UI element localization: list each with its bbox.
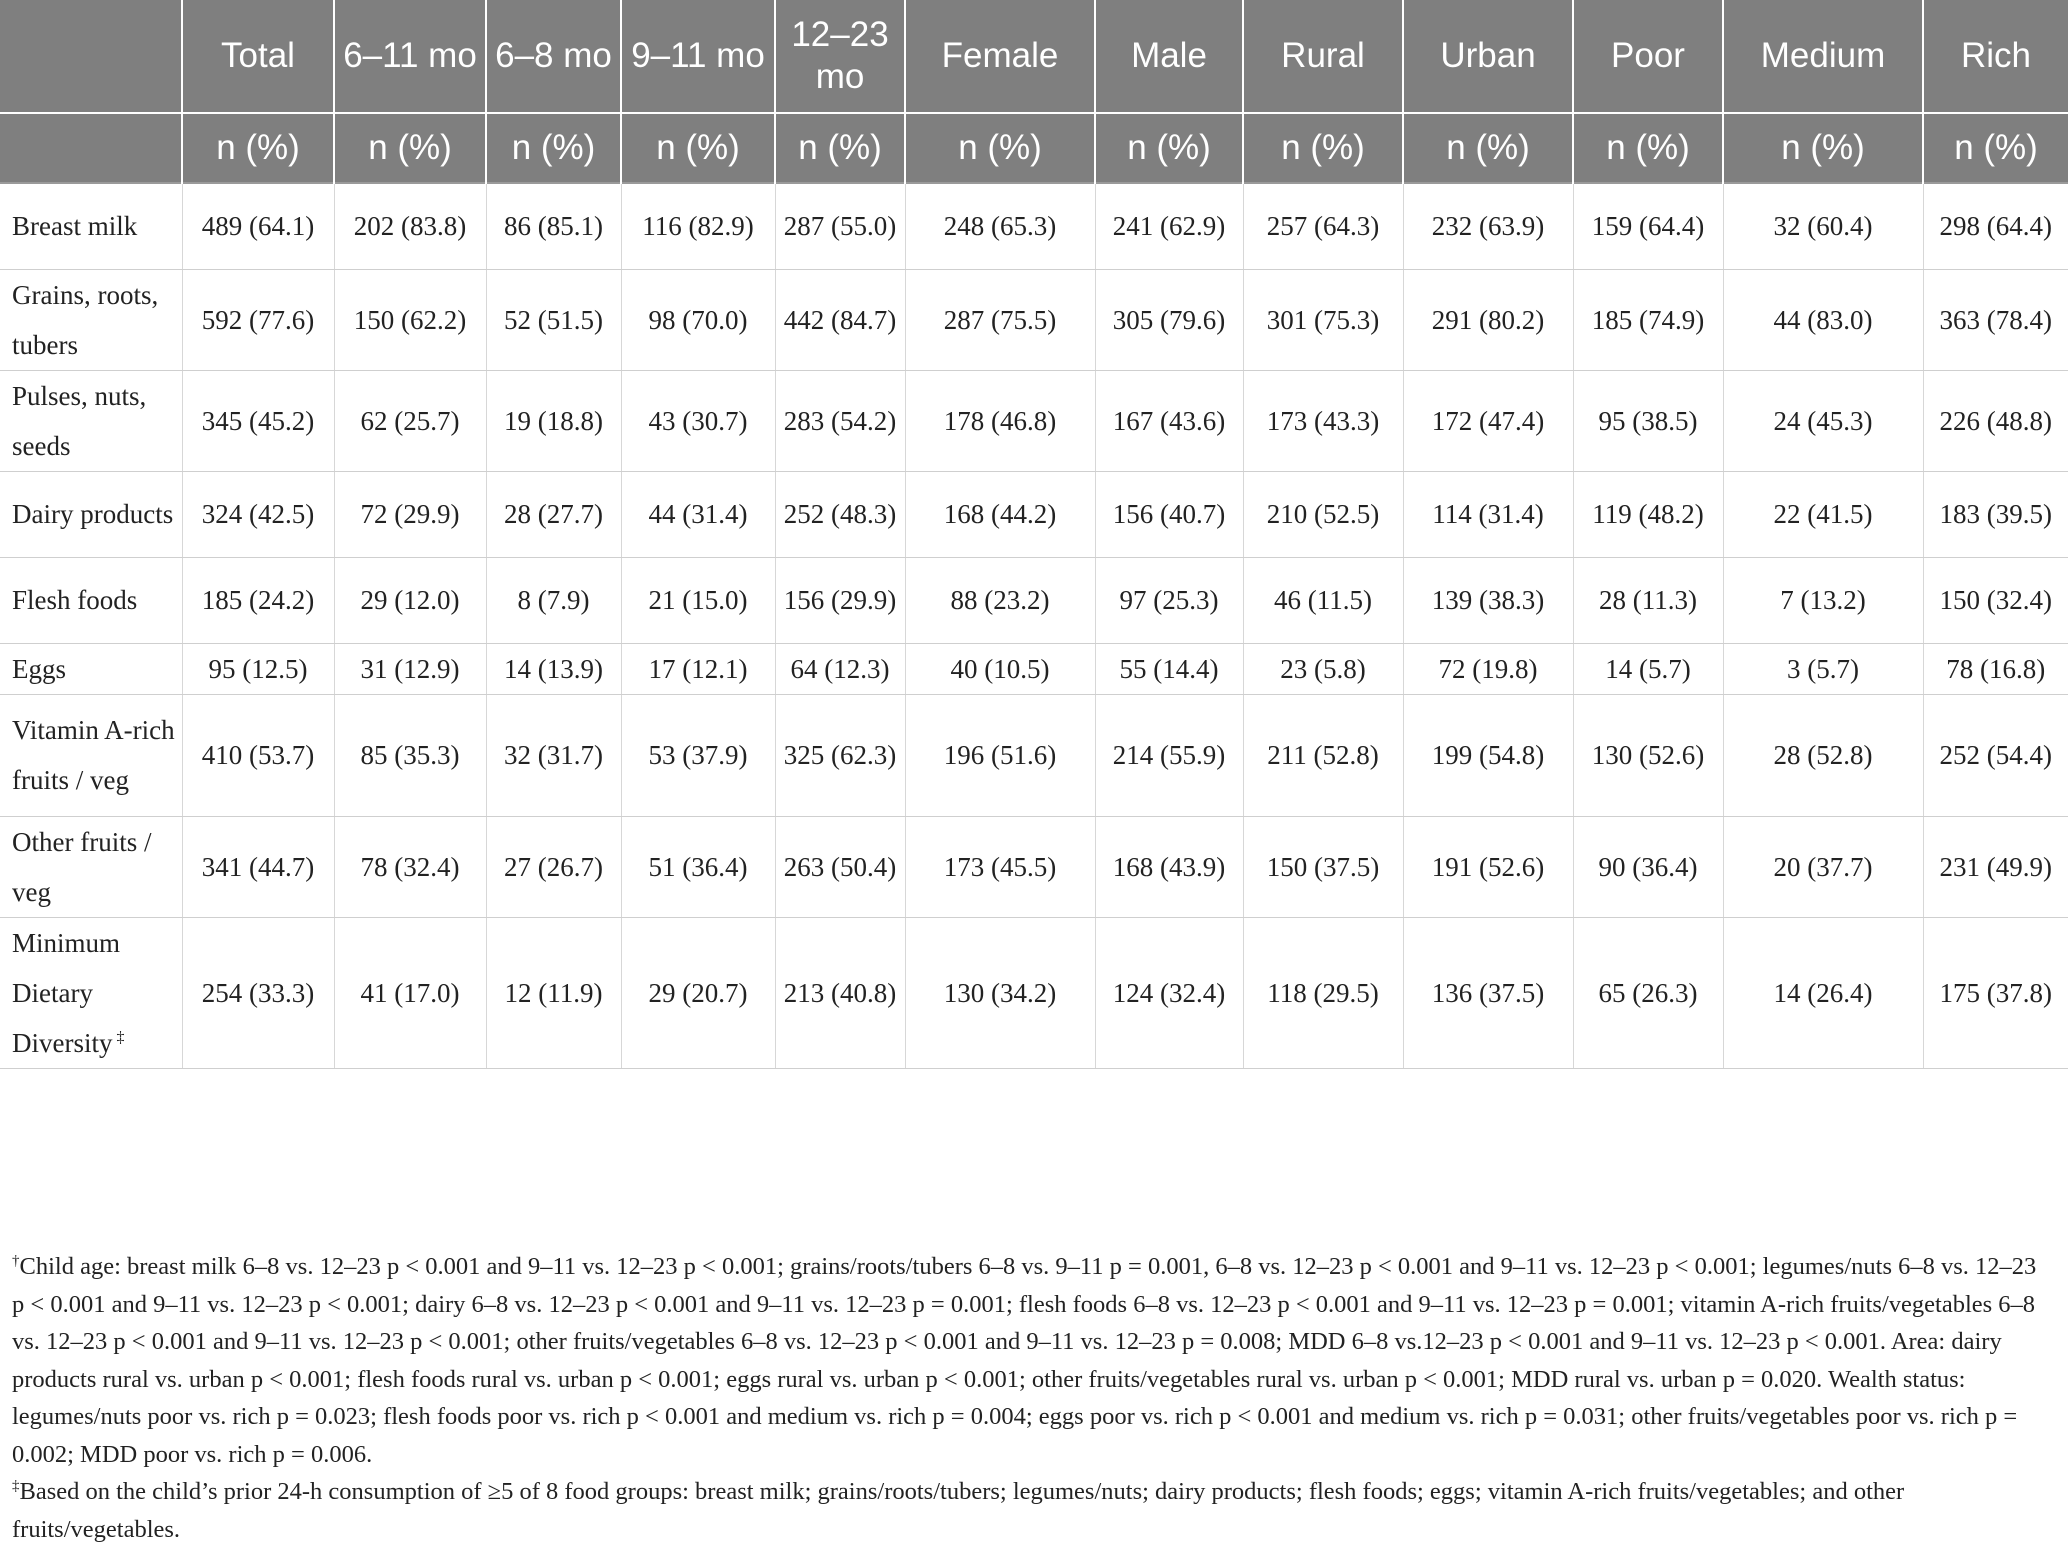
table-cell: 55 (14.4)	[1095, 643, 1243, 694]
table-cell: 52 (51.5)	[486, 269, 621, 370]
table-row	[0, 643, 2068, 694]
table-cell: 150 (62.2)	[334, 269, 486, 370]
table-cell: 168 (43.9)	[1095, 816, 1243, 917]
table-cell: 32 (60.4)	[1723, 183, 1923, 269]
table-cell: 124 (32.4)	[1095, 917, 1243, 1068]
row-label-text: Grains, roots, tubers	[12, 279, 159, 360]
header-corner	[0, 0, 182, 113]
table-cell: 324 (42.5)	[182, 471, 334, 557]
table-cell: 86 (85.1)	[486, 183, 621, 269]
footnote-text: Based on the child’s prior 24-h consumption of ≥5 of 8 food groups: breast milk; grains/roots/tubers; legumes/nuts; dairy products; flesh foods; eggs; vitamin A-rich fruits/vegetables; and other fruits/vegetables.	[12, 1478, 1905, 1543]
table-cell: 305 (79.6)	[1095, 269, 1243, 370]
table-cell: 97 (25.3)	[1095, 557, 1243, 643]
footnotes	[12, 1248, 2052, 1548]
col-header: Urban	[1403, 0, 1573, 113]
table-cell: 85 (35.3)	[334, 694, 486, 816]
table-cell: 7 (13.2)	[1723, 557, 1923, 643]
table-cell: 410 (53.7)	[182, 694, 334, 816]
table-cell: 257 (64.3)	[1243, 183, 1403, 269]
table-cell: 116 (82.9)	[621, 183, 775, 269]
footnote-mark: ‡	[12, 1477, 20, 1494]
table-cell: 29 (20.7)	[621, 917, 775, 1068]
table-cell: 114 (31.4)	[1403, 471, 1573, 557]
table-cell: 173 (43.3)	[1243, 370, 1403, 471]
table-cell: 24 (45.3)	[1723, 370, 1923, 471]
table-cell: 90 (36.4)	[1573, 816, 1723, 917]
table-cell: 202 (83.8)	[334, 183, 486, 269]
table-cell: 173 (45.5)	[905, 816, 1095, 917]
table-cell: 43 (30.7)	[621, 370, 775, 471]
col-header: 12–23 mo	[775, 0, 905, 113]
row-label	[0, 557, 182, 643]
table-cell: 23 (5.8)	[1243, 643, 1403, 694]
table-cell: 301 (75.3)	[1243, 269, 1403, 370]
table-cell: 65 (26.3)	[1573, 917, 1723, 1068]
table-cell: 130 (52.6)	[1573, 694, 1723, 816]
table-cell: 78 (16.8)	[1923, 643, 2068, 694]
table-cell: 252 (48.3)	[775, 471, 905, 557]
table-cell: 156 (40.7)	[1095, 471, 1243, 557]
table-cell: 62 (25.7)	[334, 370, 486, 471]
table-body	[0, 183, 2068, 1068]
table-cell: 232 (63.9)	[1403, 183, 1573, 269]
table-cell: 178 (46.8)	[905, 370, 1095, 471]
table-cell: 167 (43.6)	[1095, 370, 1243, 471]
row-label	[0, 183, 182, 269]
table-cell: 14 (13.9)	[486, 643, 621, 694]
table-cell: 150 (37.5)	[1243, 816, 1403, 917]
table-cell: 196 (51.6)	[905, 694, 1095, 816]
table-cell: 159 (64.4)	[1573, 183, 1723, 269]
row-label	[0, 643, 182, 694]
table-cell: 27 (26.7)	[486, 816, 621, 917]
table-cell: 226 (48.8)	[1923, 370, 2068, 471]
subheader-cell: n (%)	[1573, 113, 1723, 183]
table-cell: 363 (78.4)	[1923, 269, 2068, 370]
table-cell: 19 (18.8)	[486, 370, 621, 471]
table-cell: 29 (12.0)	[334, 557, 486, 643]
table-cell: 28 (52.8)	[1723, 694, 1923, 816]
row-label-text: Minimum Dietary Diversity	[12, 927, 121, 1058]
table-cell: 40 (10.5)	[905, 643, 1095, 694]
footnote-dagger	[12, 1248, 2052, 1473]
table-cell: 291 (80.2)	[1403, 269, 1573, 370]
table-cell: 72 (19.8)	[1403, 643, 1573, 694]
table-cell: 341 (44.7)	[182, 816, 334, 917]
table-cell: 28 (11.3)	[1573, 557, 1723, 643]
table-cell: 191 (52.6)	[1403, 816, 1573, 917]
table-cell: 199 (54.8)	[1403, 694, 1573, 816]
table-cell: 20 (37.7)	[1723, 816, 1923, 917]
table-cell: 78 (32.4)	[334, 816, 486, 917]
table-cell: 248 (65.3)	[905, 183, 1095, 269]
subheader-cell: n (%)	[1095, 113, 1243, 183]
table-cell: 287 (55.0)	[775, 183, 905, 269]
table-cell: 136 (37.5)	[1403, 917, 1573, 1068]
table-cell: 88 (23.2)	[905, 557, 1095, 643]
table-cell: 172 (47.4)	[1403, 370, 1573, 471]
row-label-text: Other fruits / veg	[12, 826, 152, 907]
table-row	[0, 370, 2068, 471]
table-cell: 489 (64.1)	[182, 183, 334, 269]
subheader-cell: n (%)	[334, 113, 486, 183]
col-header: 6–11 mo	[334, 0, 486, 113]
subheader-corner	[0, 113, 182, 183]
row-label-text: Flesh foods	[12, 585, 138, 615]
col-header: 6–8 mo	[486, 0, 621, 113]
row-label-text: Dairy products	[12, 499, 174, 529]
row-label	[0, 269, 182, 370]
table-cell: 183 (39.5)	[1923, 471, 2068, 557]
table-cell: 44 (83.0)	[1723, 269, 1923, 370]
table-cell: 185 (24.2)	[182, 557, 334, 643]
row-label-text: Breast milk	[12, 211, 138, 242]
table-cell: 130 (34.2)	[905, 917, 1095, 1068]
table-cell: 21 (15.0)	[621, 557, 775, 643]
table-cell: 12 (11.9)	[486, 917, 621, 1068]
col-header: Medium	[1723, 0, 1923, 113]
table-cell: 150 (32.4)	[1923, 557, 2068, 643]
table-cell: 214 (55.9)	[1095, 694, 1243, 816]
table-cell: 287 (75.5)	[905, 269, 1095, 370]
row-label-text: Pulses, nuts, seeds	[12, 380, 147, 461]
table-cell: 28 (27.7)	[486, 471, 621, 557]
table-row	[0, 694, 2068, 816]
table-cell: 22 (41.5)	[1723, 471, 1923, 557]
table-cell: 32 (31.7)	[486, 694, 621, 816]
footnote-mark: †	[12, 1252, 20, 1269]
table-cell: 252 (54.4)	[1923, 694, 2068, 816]
subheader-cell: n (%)	[182, 113, 334, 183]
footnote-text: Child age: breast milk 6–8 vs. 12–23 p < 0.001 and 9–11 vs. 12–23 p < 0.001; grains/roots/tubers 6–8 vs. 9–11 p = 0.001, 6–8 vs. 12–23 p < 0.001 and 9–11 vs. 12–23 p < 0.001; legumes/nuts 6–8 vs. 12–23 p < 0.001 and 9–11 vs. 12–23 p < 0.001; dairy 6–8 vs. 12–23 p < 0.001 and 9–11 vs. 12–23 p = 0.001; flesh foods 6–8 vs. 12–23 p < 0.001 and 9–11 vs. 12–23 p = 0.001; vitamin A-rich fruits/vegetables 6–8 vs. 12–23 p < 0.001 and 9–11 vs. 12–23 p < 0.001; other fruits/vegetables 6–8 vs. 12–23 p < 0.001 and 9–11 vs. 12–23 p = 0.008; MDD 6–8 vs.12–23 p < 0.001 and 9–11 vs. 12–23 p < 0.001. Area: dairy products rural vs. urban p < 0.001; flesh foods rural vs. urban p < 0.001; eggs rural vs. urban p < 0.001; other fruits/vegetables rural vs. urban p < 0.001; MDD rural vs. urban p = 0.020. Wealth status: legumes/nuts poor vs. rich p = 0.023; flesh foods poor vs. rich p < 0.001 and medium vs. rich p = 0.004; eggs poor vs. rich p < 0.001 and medium vs. rich p = 0.031; other fruits/vegetables poor vs. rich p = 0.002; MDD poor vs. rich p = 0.006.	[12, 1253, 2037, 1468]
row-label	[0, 816, 182, 917]
table-cell: 283 (54.2)	[775, 370, 905, 471]
col-header: Male	[1095, 0, 1243, 113]
row-label-text: Eggs	[12, 653, 66, 684]
header-row	[0, 0, 2068, 113]
table-cell: 263 (50.4)	[775, 816, 905, 917]
subheader-cell: n (%)	[905, 113, 1095, 183]
table-cell: 231 (49.9)	[1923, 816, 2068, 917]
table-cell: 442 (84.7)	[775, 269, 905, 370]
table-cell: 168 (44.2)	[905, 471, 1095, 557]
table-cell: 298 (64.4)	[1923, 183, 2068, 269]
subheader-cell: n (%)	[775, 113, 905, 183]
table-cell: 139 (38.3)	[1403, 557, 1573, 643]
table-cell: 72 (29.9)	[334, 471, 486, 557]
footnote-double-dagger	[12, 1473, 2052, 1548]
table-cell: 119 (48.2)	[1573, 471, 1723, 557]
table-row	[0, 471, 2068, 557]
subheader-cell: n (%)	[1923, 113, 2068, 183]
row-label	[0, 471, 182, 557]
subheader-cell: n (%)	[486, 113, 621, 183]
table-cell: 41 (17.0)	[334, 917, 486, 1068]
table-row	[0, 816, 2068, 917]
table-row	[0, 183, 2068, 269]
table-cell: 325 (62.3)	[775, 694, 905, 816]
table-cell: 241 (62.9)	[1095, 183, 1243, 269]
row-label-mark: ‡	[116, 1028, 125, 1046]
col-header: Rich	[1923, 0, 2068, 113]
col-header: Rural	[1243, 0, 1403, 113]
table-cell: 64 (12.3)	[775, 643, 905, 694]
table-cell: 210 (52.5)	[1243, 471, 1403, 557]
table-cell: 592 (77.6)	[182, 269, 334, 370]
table-cell: 51 (36.4)	[621, 816, 775, 917]
table-cell: 211 (52.8)	[1243, 694, 1403, 816]
table-row	[0, 917, 2068, 1068]
row-label	[0, 917, 182, 1068]
table-cell: 345 (45.2)	[182, 370, 334, 471]
subheader-cell: n (%)	[1243, 113, 1403, 183]
table-cell: 14 (26.4)	[1723, 917, 1923, 1068]
table-cell: 156 (29.9)	[775, 557, 905, 643]
table-cell: 14 (5.7)	[1573, 643, 1723, 694]
table-cell: 95 (38.5)	[1573, 370, 1723, 471]
row-label-text: Vitamin A-rich fruits / veg	[12, 715, 175, 795]
table-cell: 46 (11.5)	[1243, 557, 1403, 643]
table-cell: 254 (33.3)	[182, 917, 334, 1068]
table-cell: 31 (12.9)	[334, 643, 486, 694]
table-cell: 17 (12.1)	[621, 643, 775, 694]
table-cell: 118 (29.5)	[1243, 917, 1403, 1068]
subheader-cell: n (%)	[1723, 113, 1923, 183]
table-row	[0, 269, 2068, 370]
table-cell: 213 (40.8)	[775, 917, 905, 1068]
table-cell: 175 (37.8)	[1923, 917, 2068, 1068]
subheader-cell: n (%)	[1403, 113, 1573, 183]
table-cell: 3 (5.7)	[1723, 643, 1923, 694]
col-header: Total	[182, 0, 334, 113]
col-header: Female	[905, 0, 1095, 113]
table-cell: 8 (7.9)	[486, 557, 621, 643]
row-label	[0, 694, 182, 816]
subheader-row	[0, 113, 2068, 183]
subheader-cell: n (%)	[621, 113, 775, 183]
col-header: Poor	[1573, 0, 1723, 113]
col-header: 9–11 mo	[621, 0, 775, 113]
table-cell: 44 (31.4)	[621, 471, 775, 557]
row-label	[0, 370, 182, 471]
table-row	[0, 557, 2068, 643]
table-cell: 98 (70.0)	[621, 269, 775, 370]
table-cell: 53 (37.9)	[621, 694, 775, 816]
table-cell: 95 (12.5)	[182, 643, 334, 694]
table-cell: 185 (74.9)	[1573, 269, 1723, 370]
